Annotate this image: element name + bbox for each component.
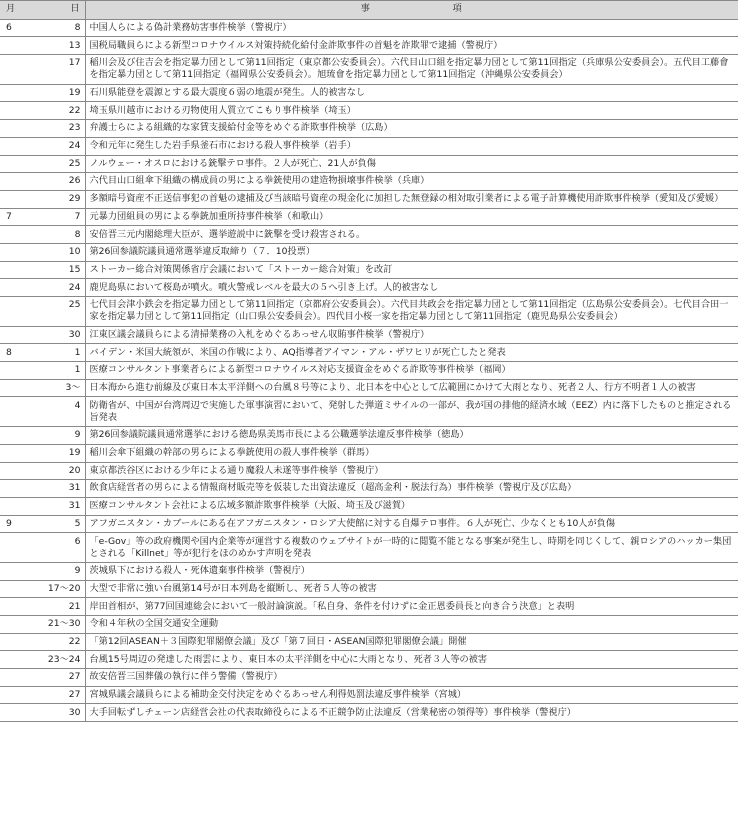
row-day: 19 [38,444,85,462]
row-month [0,102,38,120]
table-row [0,362,738,380]
row-event: 埼玉県川越市における刃物使用人質立てこもり事件検挙（埼玉） [85,102,738,120]
row-day: 26 [38,173,85,191]
table-row [0,37,738,55]
table-row [0,686,738,704]
row-day: 3～ [38,379,85,397]
row-month [0,651,38,669]
row-month [0,444,38,462]
row-month: 6 [0,19,38,37]
row-day: 6 [38,533,85,563]
row-event: 中国人らによる偽計業務妨害事件検挙（警視庁） [85,19,738,37]
row-month [0,562,38,580]
row-month [0,598,38,616]
row-day: 22 [38,102,85,120]
row-day: 17 [38,55,85,85]
row-day: 23 [38,120,85,138]
row-month [0,397,38,427]
row-month [0,326,38,344]
row-event: 弁護士らによる組織的な家賃支援給付金等をめぐる詐欺事件検挙（広島） [85,120,738,138]
row-month [0,173,38,191]
header-day: 日 [38,1,85,20]
row-event: 故安倍晋三国葬儀の執行に伴う警備（警視庁） [85,669,738,687]
row-event: 岸田首相が、第77回国連総会において一般討論演説。「私自身、条件を付けずに金正恩委員長と向き合う決意」と表明 [85,598,738,616]
row-day: 22 [38,633,85,651]
row-event: 大手回転ずしチェーン店経営会社の代表取締役らによる不正競争防止法違反（営業秘密の領得等）事件検挙（警視庁） [85,704,738,722]
row-event: バイデン・米国大統領が、米国の作戦により、AQ指導者アイマン・アル・ザワヒリが死亡したと発表 [85,344,738,362]
table-row [0,208,738,226]
table-row [0,243,738,261]
row-month [0,243,38,261]
row-day: 9 [38,427,85,445]
row-day: 13 [38,37,85,55]
row-event: 江東区議会議員らによる清掃業務の入札をめぐるあっせん収賄事件検挙（警視庁） [85,326,738,344]
row-month [0,190,38,208]
row-event: 「第12回ASEAN＋３国際犯罪閣僚会議」及び「第７回日・ASEAN国際犯罪閣僚会議」開催 [85,633,738,651]
row-month [0,120,38,138]
row-day: 8 [38,226,85,244]
row-month [0,580,38,598]
row-month [0,533,38,563]
row-event: 防衛省が、中国が台湾周辺で実施した軍事演習において、発射した弾道ミサイルの一部が、我が国の排他的経済水域（EEZ）内に落下したものと推定される旨発表 [85,397,738,427]
table-row [0,84,738,102]
row-day: 17～20 [38,580,85,598]
table-row [0,190,738,208]
table-row [0,533,738,563]
table-row [0,297,738,327]
row-day: 27 [38,669,85,687]
header-event-char-1: 事 [360,3,371,15]
table-row [0,651,738,669]
header-month: 月 [0,1,38,20]
row-event: 日本海から進む前線及び東日本太平洋側への台風８号等により、北日本を中心として広範囲にかけて大雨となり、死者２人、行方不明者１人の被害 [85,379,738,397]
row-day: 24 [38,137,85,155]
row-day: 25 [38,297,85,327]
row-event: 令和４年秋の全国交通安全運動 [85,616,738,634]
row-month [0,427,38,445]
table-row [0,226,738,244]
row-day: 5 [38,515,85,533]
header-event [85,1,738,20]
table-row [0,515,738,533]
row-event: 宮城県議会議員らによる補助金交付決定をめぐるあっせん利得処罰法違反事件検挙（宮城） [85,686,738,704]
row-event: 東京都渋谷区における少年による通り魔殺人未遂等事件検挙（警視庁） [85,462,738,480]
row-event: 第26回参議院議員通常選挙違反取締り（７．10投票） [85,243,738,261]
row-day: 21～30 [38,616,85,634]
row-month [0,497,38,515]
row-month [0,137,38,155]
table-row [0,598,738,616]
row-day: 20 [38,462,85,480]
row-event: 稲川会及び住吉会を指定暴力団として第11回指定（東京都公安委員会）。六代目山口組を指定暴力団として第11回指定（兵庫県公安委員会）。五代目工藤會を指定暴力団として第11回指定（福岡県公安委員会）。旭琉會を指定暴力団として第11回指定（沖縄県公安委員会） [85,55,738,85]
row-event: 安倍晋三元内閣総理大臣が、選挙遊説中に銃撃を受け殺害される。 [85,226,738,244]
table-row [0,580,738,598]
table-row [0,633,738,651]
row-month [0,686,38,704]
row-month [0,279,38,297]
row-month [0,633,38,651]
row-month: 8 [0,344,38,362]
row-day: 8 [38,19,85,37]
row-month [0,704,38,722]
row-month: 7 [0,208,38,226]
table-row [0,102,738,120]
row-event: 茨城県下における殺人・死体遺棄事件検挙（警視庁） [85,562,738,580]
table-row [0,562,738,580]
row-event: 令和元年に発生した岩手県釜石市における殺人事件検挙（岩手） [85,137,738,155]
row-month [0,55,38,85]
row-event: アフガニスタン・カブールにある在アフガニスタン・ロシア大使館に対する自爆テロ事件。６人が死亡、少なくとも10人が負傷 [85,515,738,533]
table-row [0,616,738,634]
table-row [0,444,738,462]
row-month [0,480,38,498]
row-event: ノルウェー・オスロにおける銃撃テロ事件。２人が死亡、21人が負傷 [85,155,738,173]
table-row [0,379,738,397]
row-event: 鹿児島県において桜島が噴火。噴火警戒レベルを最大の５へ引き上げ。人的被害なし [85,279,738,297]
row-month [0,616,38,634]
row-event: 元暴力団組員の男による拳銃加重所持事件検挙（和歌山） [85,208,738,226]
row-day: 9 [38,562,85,580]
row-event: 飲食店経営者の男らによる情報商材販売等を仮装した出資法違反（超高金利・脱法行為）事件検挙（警視庁及び広島） [85,480,738,498]
row-day: 1 [38,344,85,362]
row-day: 1 [38,362,85,380]
row-day: 15 [38,261,85,279]
row-day: 7 [38,208,85,226]
row-event: 国税局職員らによる新型コロナウイルス対策持続化給付金詐欺事件の首魁を詐欺罪で逮捕（警視庁） [85,37,738,55]
row-event: 医療コンサルタント事業者らによる新型コロナウイルス対応支援資金をめぐる詐欺等事件検挙（福岡） [85,362,738,380]
row-month [0,462,38,480]
table-row [0,497,738,515]
row-event: 台風15号周辺の発達した雨雲により、東日本の太平洋側を中心に大雨となり、死者３人等の被害 [85,651,738,669]
row-day: 27 [38,686,85,704]
row-event: 稲川会傘下組織の幹部の男らによる拳銃使用の殺人事件検挙（群馬） [85,444,738,462]
table-row [0,173,738,191]
table-row [0,462,738,480]
row-event: 「e-Gov」等の政府機関や国内企業等が運営する複数のウェブサイトが一時的に閲覧不能となる事案が発生し、時期を同じくして、親ロシアのハッカー集団とされる「Killnet」等が犯行をほのめかす声明を発表 [85,533,738,563]
row-event: 医療コンサルタント会社による広域多額詐欺事件検挙（大阪、埼玉及び滋賀） [85,497,738,515]
row-month [0,297,38,327]
table-row [0,344,738,362]
row-month [0,226,38,244]
table-row [0,55,738,85]
row-month [0,37,38,55]
row-day: 24 [38,279,85,297]
table-row [0,120,738,138]
table-row [0,19,738,37]
table-row [0,326,738,344]
row-event: 七代目会津小鉄会を指定暴力団として第11回指定（京都府公安委員会）。六代目共政会を指定暴力団として第11回指定（広島県公安委員会）。七代目合田一家を指定暴力団として第11回指定（山口県公安委員会）。四代目小桜一家を指定暴力団として第11回指定（鹿児島県公安委員会） [85,297,738,327]
header-row [0,1,738,20]
row-day: 23～24 [38,651,85,669]
table-row [0,704,738,722]
table-row [0,669,738,687]
table-row [0,155,738,173]
row-event: ストーカー総合対策関係省庁会議において「ストーカー総合対策」を改訂 [85,261,738,279]
row-day: 30 [38,704,85,722]
row-day: 10 [38,243,85,261]
table-row [0,480,738,498]
row-day: 25 [38,155,85,173]
row-day: 31 [38,497,85,515]
row-day: 31 [38,480,85,498]
row-event: 多額暗号資産不正送信事犯の首魁の逮捕及び当該暗号資産の現金化に加担した無登録の相対取引業者による電子計算機使用詐欺事件検挙（愛知及び愛媛） [85,190,738,208]
row-day: 4 [38,397,85,427]
table-row [0,279,738,297]
row-month [0,261,38,279]
row-month [0,155,38,173]
row-event: 六代目山口組傘下組織の構成員の男による拳銃使用の建造物損壊事件検挙（兵庫） [85,173,738,191]
row-month: 9 [0,515,38,533]
row-month [0,669,38,687]
row-day: 29 [38,190,85,208]
table-row [0,397,738,427]
row-event: 大型で非常に強い台風第14号が日本列島を縦断し、死者５人等の被害 [85,580,738,598]
row-month [0,379,38,397]
row-day: 30 [38,326,85,344]
row-month [0,84,38,102]
table-row [0,137,738,155]
table-row [0,427,738,445]
row-event: 石川県能登を震源とする最大震度６弱の地震が発生。人的被害なし [85,84,738,102]
row-month [0,362,38,380]
table-row [0,261,738,279]
row-event: 第26回参議院議員通常選挙における徳島県美馬市長による公職選挙法違反事件検挙（徳島） [85,427,738,445]
header-event-char-2: 項 [452,3,463,15]
row-day: 19 [38,84,85,102]
row-day: 21 [38,598,85,616]
